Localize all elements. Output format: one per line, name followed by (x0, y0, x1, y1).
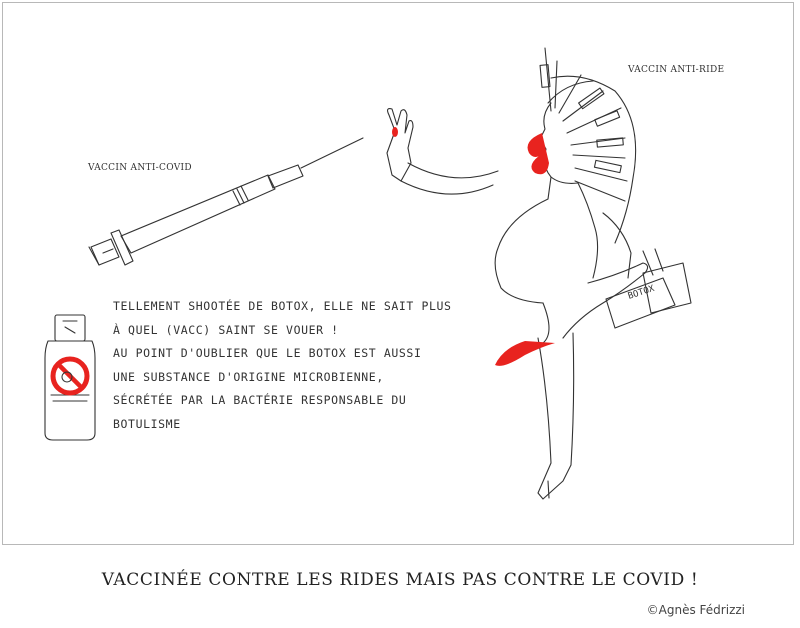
text-line: BOTULISME (113, 416, 181, 431)
text-line: À QUEL (VACC) SAINT SE VOUER ! (113, 322, 339, 337)
syringe-icon (89, 138, 363, 265)
illustration-frame (2, 2, 794, 545)
label-anti-covid: VACCIN ANTI-COVID (88, 163, 192, 173)
prohibition-icon (53, 359, 87, 393)
text-line: UNE SUBSTANCE D'ORIGINE MICROBIENNE, (113, 369, 384, 384)
caption: VACCINÉE CONTRE LES RIDES MAIS PAS CONTRE LE COVID ! (101, 570, 699, 590)
handwritten-text (113, 295, 493, 436)
bag-label: BOTOX (626, 283, 656, 302)
text-line: TELLEMENT SHOOTÉE DE BOTOX, ELLE NE SAIT PLUS (113, 299, 452, 313)
label-anti-ride: VACCIN ANTI-RIDE (628, 65, 725, 75)
credit: ©Agnès Fédrizzi (646, 603, 745, 617)
illustration-drawing (3, 3, 795, 546)
text-line: SÉCRÉTÉE PAR LA BACTÉRIE RESPONSABLE DU (113, 393, 407, 407)
text-line: AU POINT D'OUBLIER QUE LE BOTOX EST AUSSI (113, 346, 422, 360)
